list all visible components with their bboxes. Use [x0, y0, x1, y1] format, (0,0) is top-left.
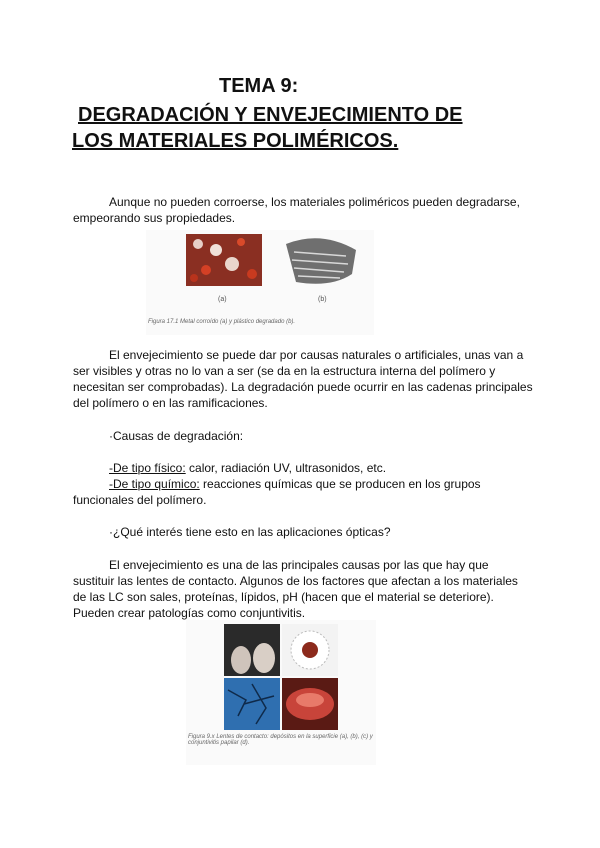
causa-quimico [73, 476, 533, 508]
page-title-line-2: LOS MATERIALES POLIMÉRICOS. [72, 130, 399, 152]
causas-heading: ·Causas de degradación: [109, 429, 244, 443]
figure-label-a: (a) [218, 296, 227, 303]
causa-fisico [73, 460, 533, 476]
quimico-label: -De tipo químico: [109, 477, 200, 491]
figure-contact-lenses [186, 620, 376, 765]
tema-heading: TEMA 9: [219, 75, 299, 97]
page-title [72, 102, 542, 154]
lentes-paragraph: El envejecimiento es una de las principales causas por las que hay que sustituir las lentes de contacto. Algunos de los factores que afectan a los materiales de las LC son sales, proteínas, lípidos, pH (hacen que el material se deteriore). Pueden crear patologías como conjuntivitis. [73, 558, 518, 620]
figure-caption: Figura 9.x Lentes de contacto: depósitos en la superficie (a), (b), (c) y conjuntivitis papilar (d). [188, 734, 373, 746]
figure-label-b: (b) [318, 296, 327, 303]
lens-deposit-image-c [224, 678, 280, 730]
page-title-line-1: DEGRADACIÓN Y ENVEJECIMIENTO DE [78, 104, 463, 126]
intro-paragraph: Aunque no pueden corroerse, los materiales poliméricos pueden degradarse, empeorando sus propiedades. [73, 195, 520, 225]
interes-heading: ·¿Qué interés tiene esto en las aplicaciones ópticas? [109, 525, 391, 539]
title-block [72, 74, 542, 154]
envejecimiento-paragraph: El envejecimiento se puede dar por causas naturales o artificiales, unas van a ser visibles y otras no lo van a ser (se da en la estructura interna del polímero y necesitan ser comprobadas). La degradación puede ocurrir en las cadenas principales del polímero o en las ramificaciones. [73, 348, 533, 410]
fisico-text: calor, radiación UV, ultrasonidos, etc. [185, 461, 387, 475]
fisico-label: -De tipo físico: [109, 461, 186, 475]
figure-caption: Figura 17.1 Metal corroído (a) y plástico degradado (b). [148, 319, 296, 325]
quimico-text: reacciones químicas que se producen en los grupos funcionales del polímero. [73, 477, 481, 507]
figure-degradation [146, 230, 374, 335]
